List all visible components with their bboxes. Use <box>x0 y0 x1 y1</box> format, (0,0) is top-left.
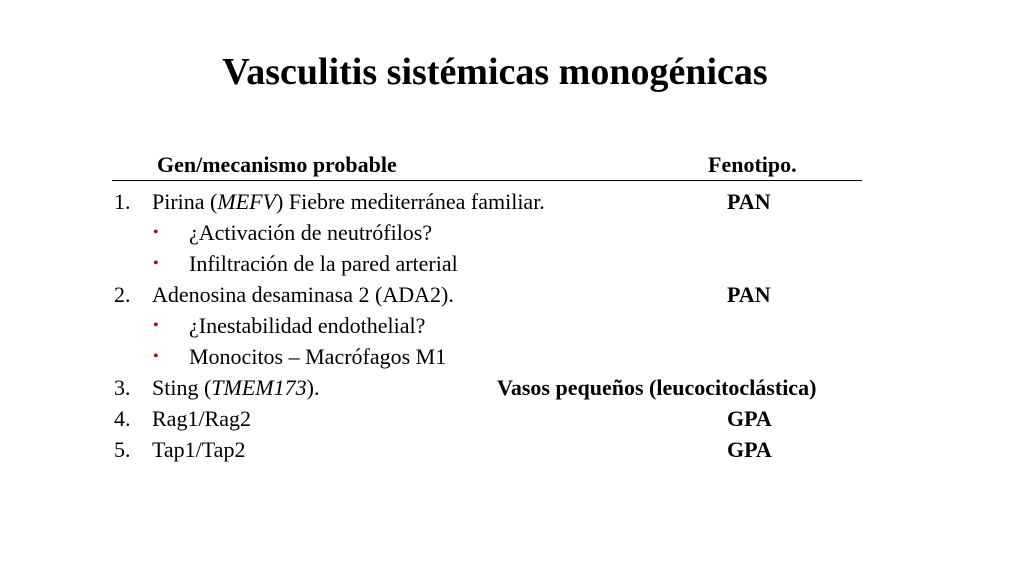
item-number: 3. <box>114 375 131 400</box>
bullet-icon: • <box>153 255 159 272</box>
subitem-text: ¿Activación de neutrófilos? <box>189 220 433 245</box>
item-number: 2. <box>114 282 131 307</box>
item-text <box>152 372 319 403</box>
item-text-pre: Sting ( <box>152 375 212 400</box>
item-phenotype: PAN <box>727 282 771 307</box>
item-text: Adenosina desaminasa 2 (ADA2). <box>152 282 454 307</box>
subitem-text: Monocitos – Macrófagos M1 <box>189 344 447 369</box>
item-number: 1. <box>114 189 131 214</box>
item-text: Tap1/Tap2 <box>152 437 246 462</box>
item-text <box>152 186 545 217</box>
item-phenotype: GPA <box>727 437 772 462</box>
item-text-post: ) Fiebre mediterránea familiar. <box>276 189 545 214</box>
bullet-icon: • <box>153 224 159 241</box>
item-text-post: ). <box>306 375 320 400</box>
subitem-text: Infiltración de la pared arterial <box>189 251 458 276</box>
table-header <box>112 150 862 181</box>
item-text-pre: Pirina ( <box>152 189 218 214</box>
slide-title: Vasculitis sistémicas monogénicas <box>222 51 768 93</box>
item-number: 5. <box>114 437 131 462</box>
item-phenotype: PAN <box>727 189 771 214</box>
header-gene-mechanism: Gen/mecanismo probable <box>157 152 397 177</box>
item-text: Rag1/Rag2 <box>152 406 251 431</box>
header-phenotype: Fenotipo. <box>708 152 797 177</box>
gene-name: TMEM173 <box>211 375 307 400</box>
item-phenotype: Vasos pequeños (leucocitoclástica) <box>497 375 817 400</box>
item-phenotype: GPA <box>727 406 772 431</box>
bullet-icon: • <box>153 317 159 334</box>
bullet-icon: • <box>153 348 159 365</box>
gene-name: MEFV <box>217 189 277 214</box>
subitem-text: ¿Inestabilidad endothelial? <box>189 313 426 338</box>
item-number: 4. <box>114 406 131 431</box>
